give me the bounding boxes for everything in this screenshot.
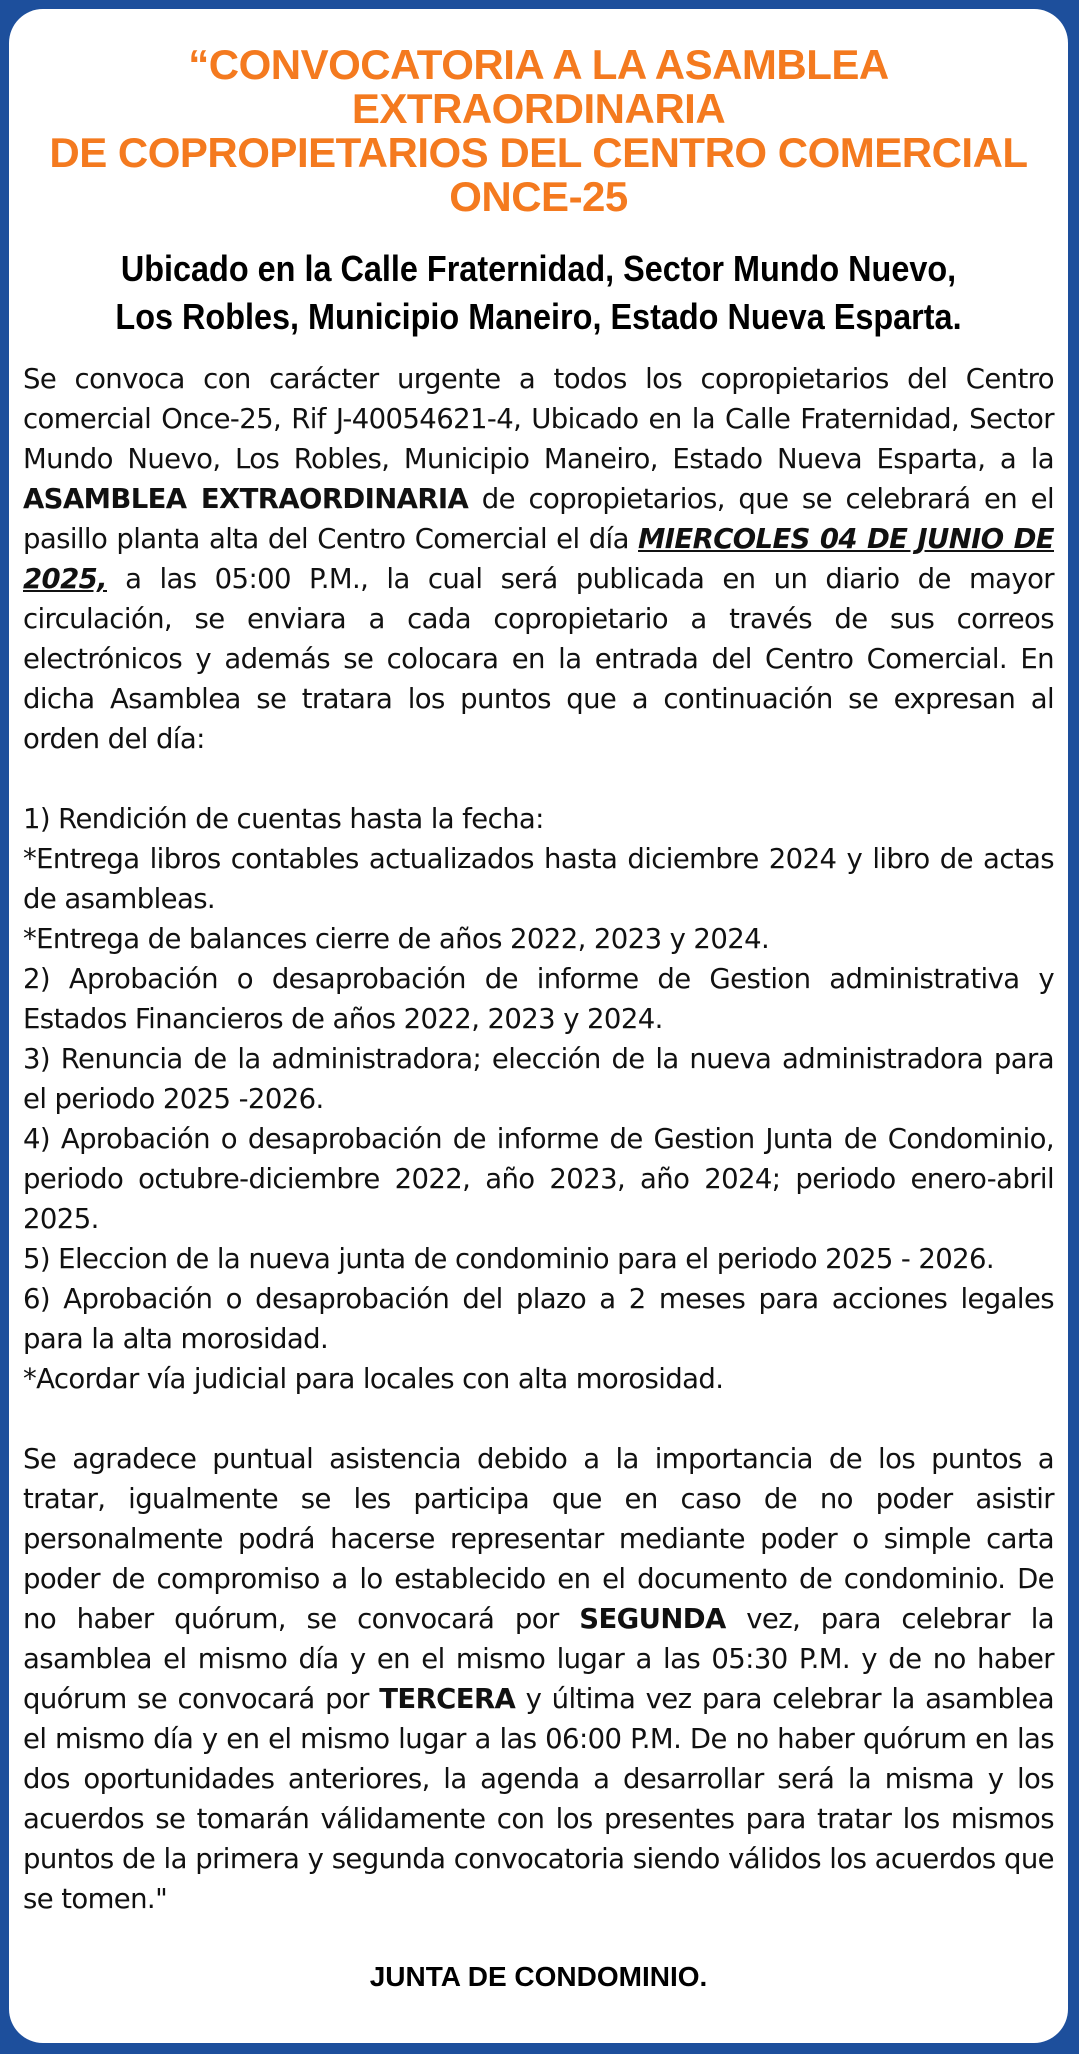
assembly-type: ASAMBLEA EXTRAORDINARIA [23, 483, 469, 515]
intro-text-3: a las 05:00 P.M., la cual será publicada en un diario de mayor circulación, se enviara a cada copropietario a través de sus correos electrónicos y además se colocara en la entrada del Centro Comercial. En dicha Asamblea se tratara los puntos que a continuación se expresan al orden del día: [23, 563, 1054, 755]
agenda-item: *Acordar vía judicial para locales con alta morosidad. [23, 1363, 724, 1395]
closing-text-3: y última vez para celebrar la asamblea el mismo día y en el mismo lugar a las 06:00 P.M. De no haber quórum en las dos oportunidades anteriores, la agenda a desarrollar será la misma y los acuerdos se tomarán válidamente con los presentes para tratar los mismos puntos de la primera y segunda convocatoria siendo válidos los acuerdos que se tomen." [23, 1683, 1054, 1915]
agenda-item: *Entrega de balances cierre de años 2022, 2023 y 2024. [23, 923, 770, 955]
title-line-2: DE COPROPIETARIOS DEL CENTRO COMERCIAL [49, 129, 1028, 176]
assembly-date: MIERCOLES 04 DE JUNIO DE 2025, [23, 523, 1054, 595]
agenda-item: 2) Aprobación o desaprobación de informe de Gestion administrativa y Estados Financieros de años 2022, 2023 y 2024. [23, 963, 1054, 1035]
agenda-item: 5) Eleccion de la nueva junta de condominio para el periodo 2025 - 2026. [23, 1243, 995, 1275]
agenda-list [23, 799, 1054, 1399]
agenda-item: 4) Aprobación o desaprobación de informe de Gestion Junta de Condominio, periodo octubre-diciembre 2022, año 2023, año 2024; periodo enero-abril 2025. [23, 1123, 1054, 1235]
intro-text-2: de copropietarios, que se celebrará en el pasillo planta alta del Centro Comercial el día [23, 483, 1054, 555]
title-line-3: ONCE-25 [449, 173, 628, 220]
agenda-item: *Entrega libros contables actualizados hasta diciembre 2024 y libro de actas de asambleas. [23, 843, 1054, 915]
third-call: TERCERA [379, 1683, 516, 1715]
notice-body [23, 359, 1054, 1919]
signature: JUNTA DE CONDOMINIO. [369, 1961, 708, 1992]
closing-text-2: vez, para celebrar la asamblea el mismo día y en el mismo lugar a las 05:30 P.M. y de no haber quórum se convocará por [23, 1603, 1054, 1715]
agenda-item: 3) Renuncia de la administradora; elección de la nueva administradora para el periodo 2025 -2026. [23, 1043, 1054, 1115]
notice-title [23, 43, 1054, 219]
second-call: SEGUNDA [579, 1603, 726, 1635]
intro-text-1: Se convoca con carácter urgente a todos los copropietarios del Centro comercial Once-25, Rif J-40054621-4, Ubicado en la Calle Fraternidad, Sector Mundo Nuevo, Los Robles, Municipio Maneiro, Estado Nueva Esparta, a la [23, 363, 1054, 475]
intro-paragraph [23, 359, 1054, 759]
closing-paragraph [23, 1439, 1054, 1919]
agenda-item: 6) Aprobación o desaprobación del plazo a 2 meses para acciones legales para la alta morosidad. [23, 1283, 1054, 1355]
spacer [23, 1399, 1054, 1439]
notice-card [9, 9, 1068, 2043]
agenda-item: 1) Rendición de cuentas hasta la fecha: [23, 803, 544, 835]
subtitle-line-1: Ubicado en la Calle Fraternidad, Sector Mundo Nuevo, [120, 248, 957, 289]
spacer [23, 759, 1054, 799]
title-line-1: “CONVOCATORIA A LA ASAMBLEA EXTRAORDINARIA [188, 41, 889, 132]
closing-text-1: Se agradece puntual asistencia debido a la importancia de los puntos a tratar, igualmente se les participa que en caso de no poder asistir personalmente podrá hacerse representar mediante poder o simple carta poder de compromiso a lo establecido en el documento de condominio. De no haber quórum, se convocará por [23, 1443, 1054, 1635]
location-subtitle [75, 245, 1003, 341]
subtitle-line-2: Los Robles, Municipio Maneiro, Estado Nueva Esparta. [115, 296, 962, 337]
